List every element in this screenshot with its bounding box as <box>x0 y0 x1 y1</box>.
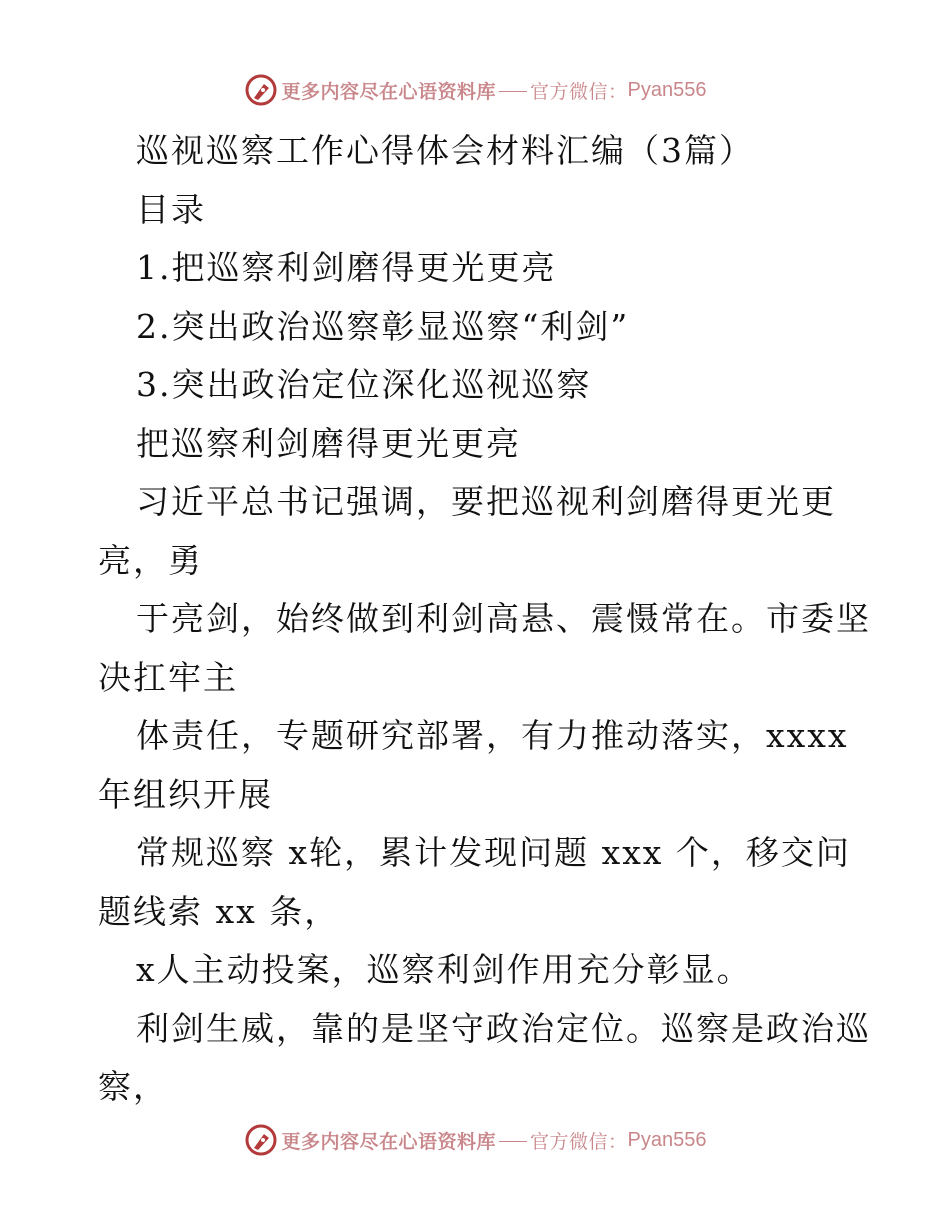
document-line: 于亮剑，始终做到利剑高悬、震慑常在。市委坚 <box>136 599 871 638</box>
document-line: 习近平总书记强调，要把巡视利剑磨得更光更 <box>136 482 836 521</box>
document-line: 亮，勇 <box>98 540 203 580</box>
document-line: 决扛牢主 <box>98 657 238 697</box>
document-line: 利剑生威，靠的是坚守政治定位。巡察是政治巡 <box>136 1008 871 1048</box>
document-line: 体责任，专题研究部署，有力推动落实，xxxx <box>136 716 849 755</box>
document-line: 巡视巡察工作心得体会材料汇编（3篇） <box>136 131 754 170</box>
pen-nib-logo-icon <box>244 73 278 107</box>
banner-wechat-id: Pyan556 <box>627 78 707 101</box>
document-body <box>98 122 871 1117</box>
banner-main-text: 更多内容尽在心语资料库 <box>281 80 497 103</box>
document-line: 3.突出政治定位深化巡视巡察 <box>136 365 592 404</box>
document-line: x人主动投案，巡察利剑作用充分彰显。 <box>136 950 752 989</box>
banner-separator <box>499 91 527 92</box>
document-line: 常规巡察 x轮，累计发现问题 xxx 个，移交问 <box>136 833 851 872</box>
footer-banner <box>0 1120 950 1160</box>
document-line: 2.突出政治巡察彰显巡察“利剑” <box>136 306 630 346</box>
banner-wechat-label: 官方微信： <box>530 80 628 103</box>
document-line: 年组织开展 <box>98 774 273 814</box>
header-banner <box>0 70 950 110</box>
banner-main-text: 更多内容尽在心语资料库 <box>281 1130 497 1153</box>
document-line: 1.把巡察利剑磨得更光更亮 <box>136 248 557 287</box>
banner-wechat-id: Pyan556 <box>627 1128 707 1151</box>
document-line: 题线索 xx 条， <box>98 891 340 931</box>
pen-nib-logo-icon <box>244 1123 278 1157</box>
document-line: 察， <box>98 1067 168 1106</box>
banner-separator <box>499 1141 527 1142</box>
banner-wechat-label: 官方微信： <box>530 1130 628 1153</box>
document-line: 目录 <box>136 189 206 229</box>
document-line: 把巡察利剑磨得更光更亮 <box>136 423 521 463</box>
